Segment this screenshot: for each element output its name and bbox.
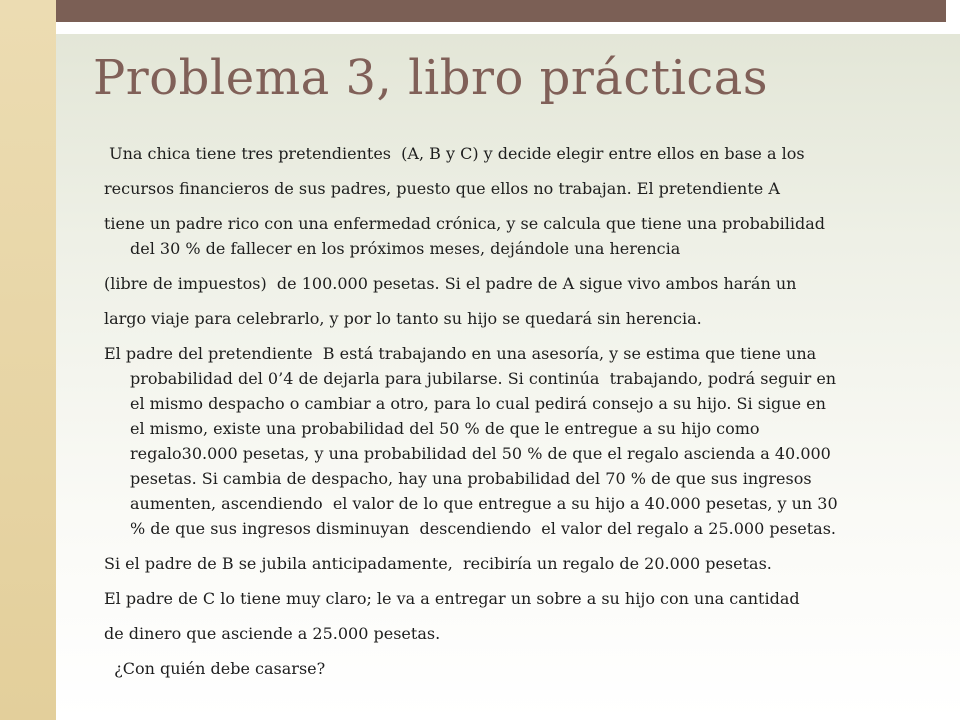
- text-line: Si el padre de B se jubila anticipadamente, recibiría un regalo de 20.000 pesetas.: [104, 554, 772, 573]
- text-line: recursos financieros de sus padres, puesto que ellos no trabajan. El pretendiente A: [104, 179, 780, 198]
- slide-body: [104, 141, 944, 681]
- text-line: aumenten, ascendiendo el valor de lo que entregue a su hijo a 40.000 pesetas, y un 30: [130, 494, 838, 513]
- paragraph-6: [104, 341, 944, 541]
- text-line: ¿Con quién debe casarse?: [104, 659, 326, 678]
- text-line: largo viaje para celebrarlo, y por lo tanto su hijo se quedará sin herencia.: [104, 309, 702, 328]
- text-line: tiene un padre rico con una enfermedad crónica, y se calcula que tiene una probabilidad: [104, 214, 826, 233]
- paragraph-7: [104, 551, 944, 576]
- text-line: probabilidad del 0’4 de dejarla para jubilarse. Si continúa trabajando, podrá seguir en: [130, 369, 837, 388]
- paragraph-10: [104, 656, 944, 681]
- top-decorative-bar: [56, 0, 946, 22]
- paragraph-3: [104, 211, 944, 261]
- text-line: Una chica tiene tres pretendientes (A, B y C) y decide elegir entre ellos en base a los: [104, 144, 805, 163]
- text-line: regalo30.000 pesetas, y una probabilidad del 50 % de que el regalo ascienda a 40.000: [130, 444, 831, 463]
- paragraph-5: [104, 306, 944, 331]
- paragraph-9: [104, 621, 944, 646]
- paragraph-8: [104, 586, 944, 611]
- paragraph-4: [104, 271, 944, 296]
- left-decorative-strip: [0, 0, 56, 720]
- text-line: pesetas. Si cambia de despacho, hay una probabilidad del 70 % de que sus ingresos: [130, 469, 812, 488]
- text-line: (libre de impuestos) de 100.000 pesetas. Si el padre de A sigue vivo ambos harán un: [104, 274, 797, 293]
- text-line: % de que sus ingresos disminuyan descendiendo el valor del regalo a 25.000 pesetas.: [130, 519, 837, 538]
- slide-title: Problema 3, libro prácticas: [93, 50, 769, 106]
- paragraph-2: [104, 176, 944, 201]
- text-line: El padre de C lo tiene muy claro; le va a entregar un sobre a su hijo con una cantidad: [104, 589, 800, 608]
- text-line: El padre del pretendiente B está trabajando en una asesoría, y se estima que tiene una: [104, 344, 817, 363]
- text-line: de dinero que asciende a 25.000 pesetas.: [104, 624, 441, 643]
- text-line: el mismo despacho o cambiar a otro, para lo cual pedirá consejo a su hijo. Si sigue en: [130, 394, 826, 413]
- paragraph-1: [104, 141, 944, 166]
- text-line: del 30 % de fallecer en los próximos meses, dejándole una herencia: [130, 239, 681, 258]
- text-line: el mismo, existe una probabilidad del 50 % de que le entregue a su hijo como: [130, 419, 760, 438]
